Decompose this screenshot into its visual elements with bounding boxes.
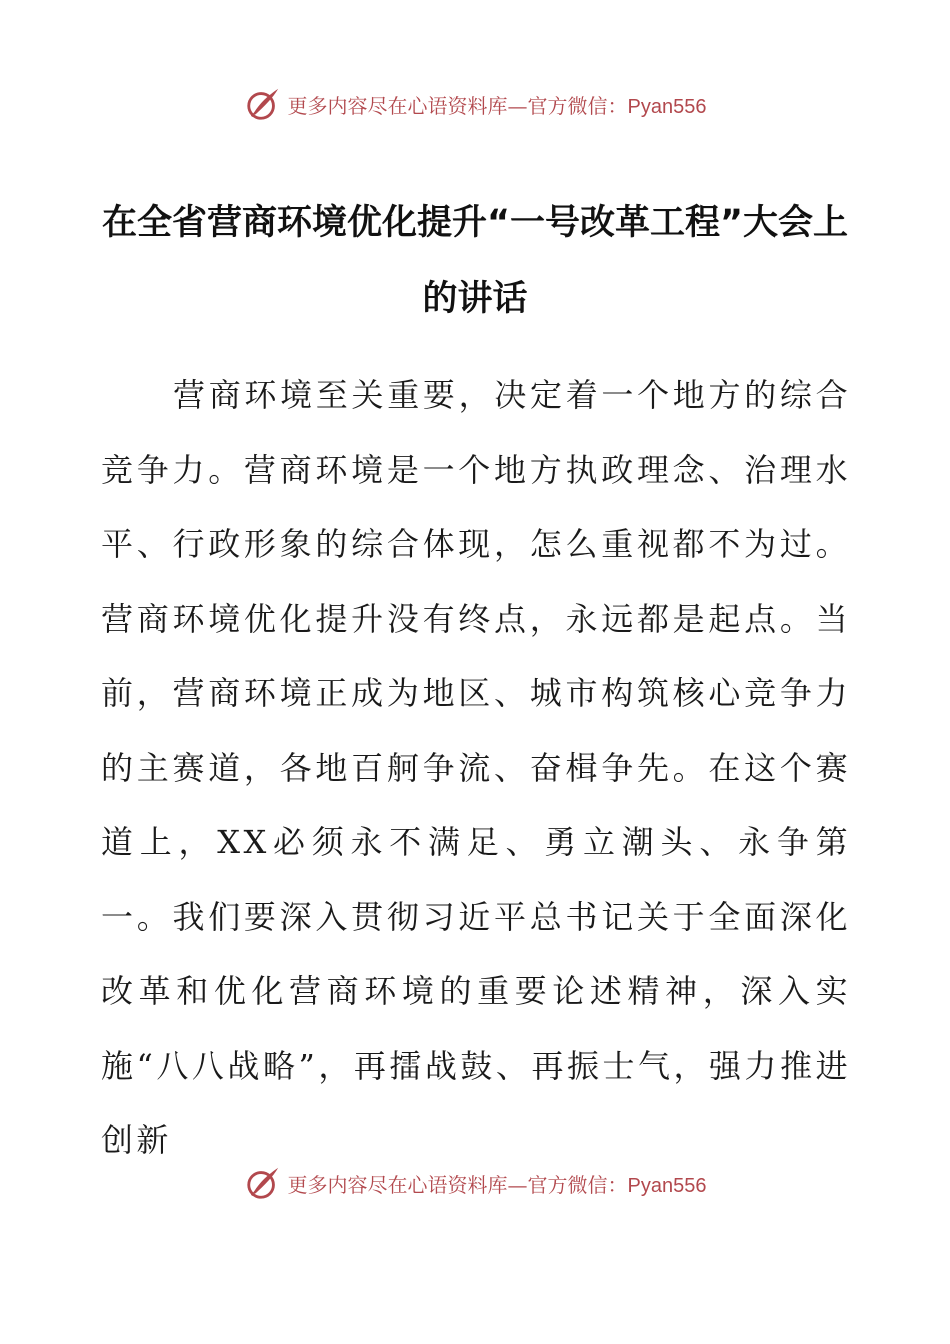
watermark-wechat-id: Pyan556 — [627, 1174, 707, 1197]
watermark-text — [288, 90, 707, 119]
header-watermark — [0, 84, 950, 124]
watermark-text — [288, 1169, 707, 1198]
body-paragraph: 营商环境至关重要，决定着一个地方的综合竞争力。营商环境是一个地方执政理念、治理水平、行政形象的综合体现，怎么重视都不为过。营商环境优化提升没有终点，永远都是起点。当前，营商环境正成为地区、城市构筑核心竞争力的主赛道，各地百舸争流、奋楫争先。在这个赛道上，XX必须永不满足、勇立潮头、永争第一。我们要深入贯彻习近平总书记关于全面深化改革和优化营商环境的重要论述精神，深入实施“八八战略”，再擂战鼓、再振士气，强力推进创新 — [101, 376, 851, 1159]
watermark-wechat-id: Pyan556 — [627, 95, 707, 118]
document-title: 在全省营商环境优化提升“一号改革工程”大会上的讲话 — [101, 203, 848, 319]
watermark-label: 更多内容尽在心语资料库—官方微信： — [287, 93, 628, 118]
watermark-label: 更多内容尽在心语资料库—官方微信： — [287, 1172, 628, 1197]
footer-watermark — [0, 1163, 950, 1203]
quill-logo-icon — [244, 85, 282, 123]
quill-logo-icon — [244, 1164, 282, 1202]
